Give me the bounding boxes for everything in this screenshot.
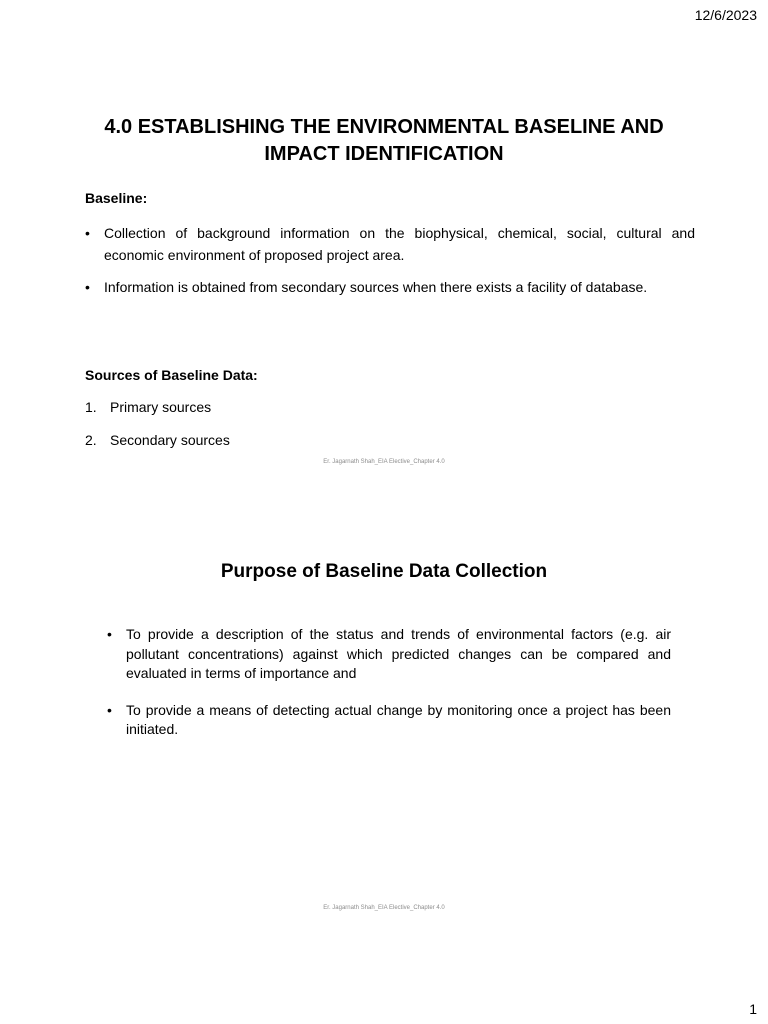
baseline-bullet-list	[85, 223, 695, 310]
list-text: Secondary sources	[110, 432, 230, 448]
bullet-text: To provide a means of detecting actual change by monitoring once a project has been initiated.	[126, 701, 671, 737]
slide-1-title: 4.0 ESTABLISHING THE ENVIRONMENTAL BASELINE AND IMPACT IDENTIFICATION	[104, 116, 664, 165]
list-item	[85, 397, 230, 417]
bullet-text: Information is obtained from secondary sources when there exists a facility of database.	[104, 279, 648, 295]
list-number: 1.	[85, 399, 97, 415]
list-item	[85, 277, 695, 299]
slide-1-footer: Er. Jagarnath Shah_EIA Elective_Chapter 4.0	[323, 459, 445, 465]
bullet-text: Collection of background information on the biophysical, chemical, social, cultural and economic environment of proposed project area.	[104, 225, 695, 263]
slide-2	[0, 545, 768, 925]
bullet-icon: •	[85, 225, 90, 241]
sources-list	[85, 397, 230, 463]
list-number: 2.	[85, 432, 97, 448]
slide-2-title: Purpose of Baseline Data Collection	[220, 561, 548, 582]
list-item	[85, 430, 230, 450]
sources-heading: Sources of Baseline Data:	[85, 367, 258, 383]
slide-2-footer: Er. Jagarnath Shah_EIA Elective_Chapter 4.0	[323, 905, 445, 911]
list-text: Primary sources	[110, 399, 212, 415]
print-date: 12/6/2023	[694, 7, 757, 23]
baseline-heading: Baseline:	[85, 190, 148, 206]
bullet-text: To provide a description of the status and trends of environmental factors (e.g. air pollutant concentrations) against which predicted changes can be compared and evaluated in terms of importance and	[126, 626, 671, 681]
list-item	[107, 701, 671, 740]
bullet-icon: •	[107, 701, 112, 718]
slide-1	[0, 100, 768, 480]
list-item	[85, 223, 695, 266]
bullet-icon: •	[107, 626, 112, 642]
list-item	[107, 625, 671, 684]
bullet-icon: •	[85, 279, 90, 295]
purpose-bullet-list	[107, 625, 671, 757]
page-number: 1	[749, 1001, 757, 1017]
